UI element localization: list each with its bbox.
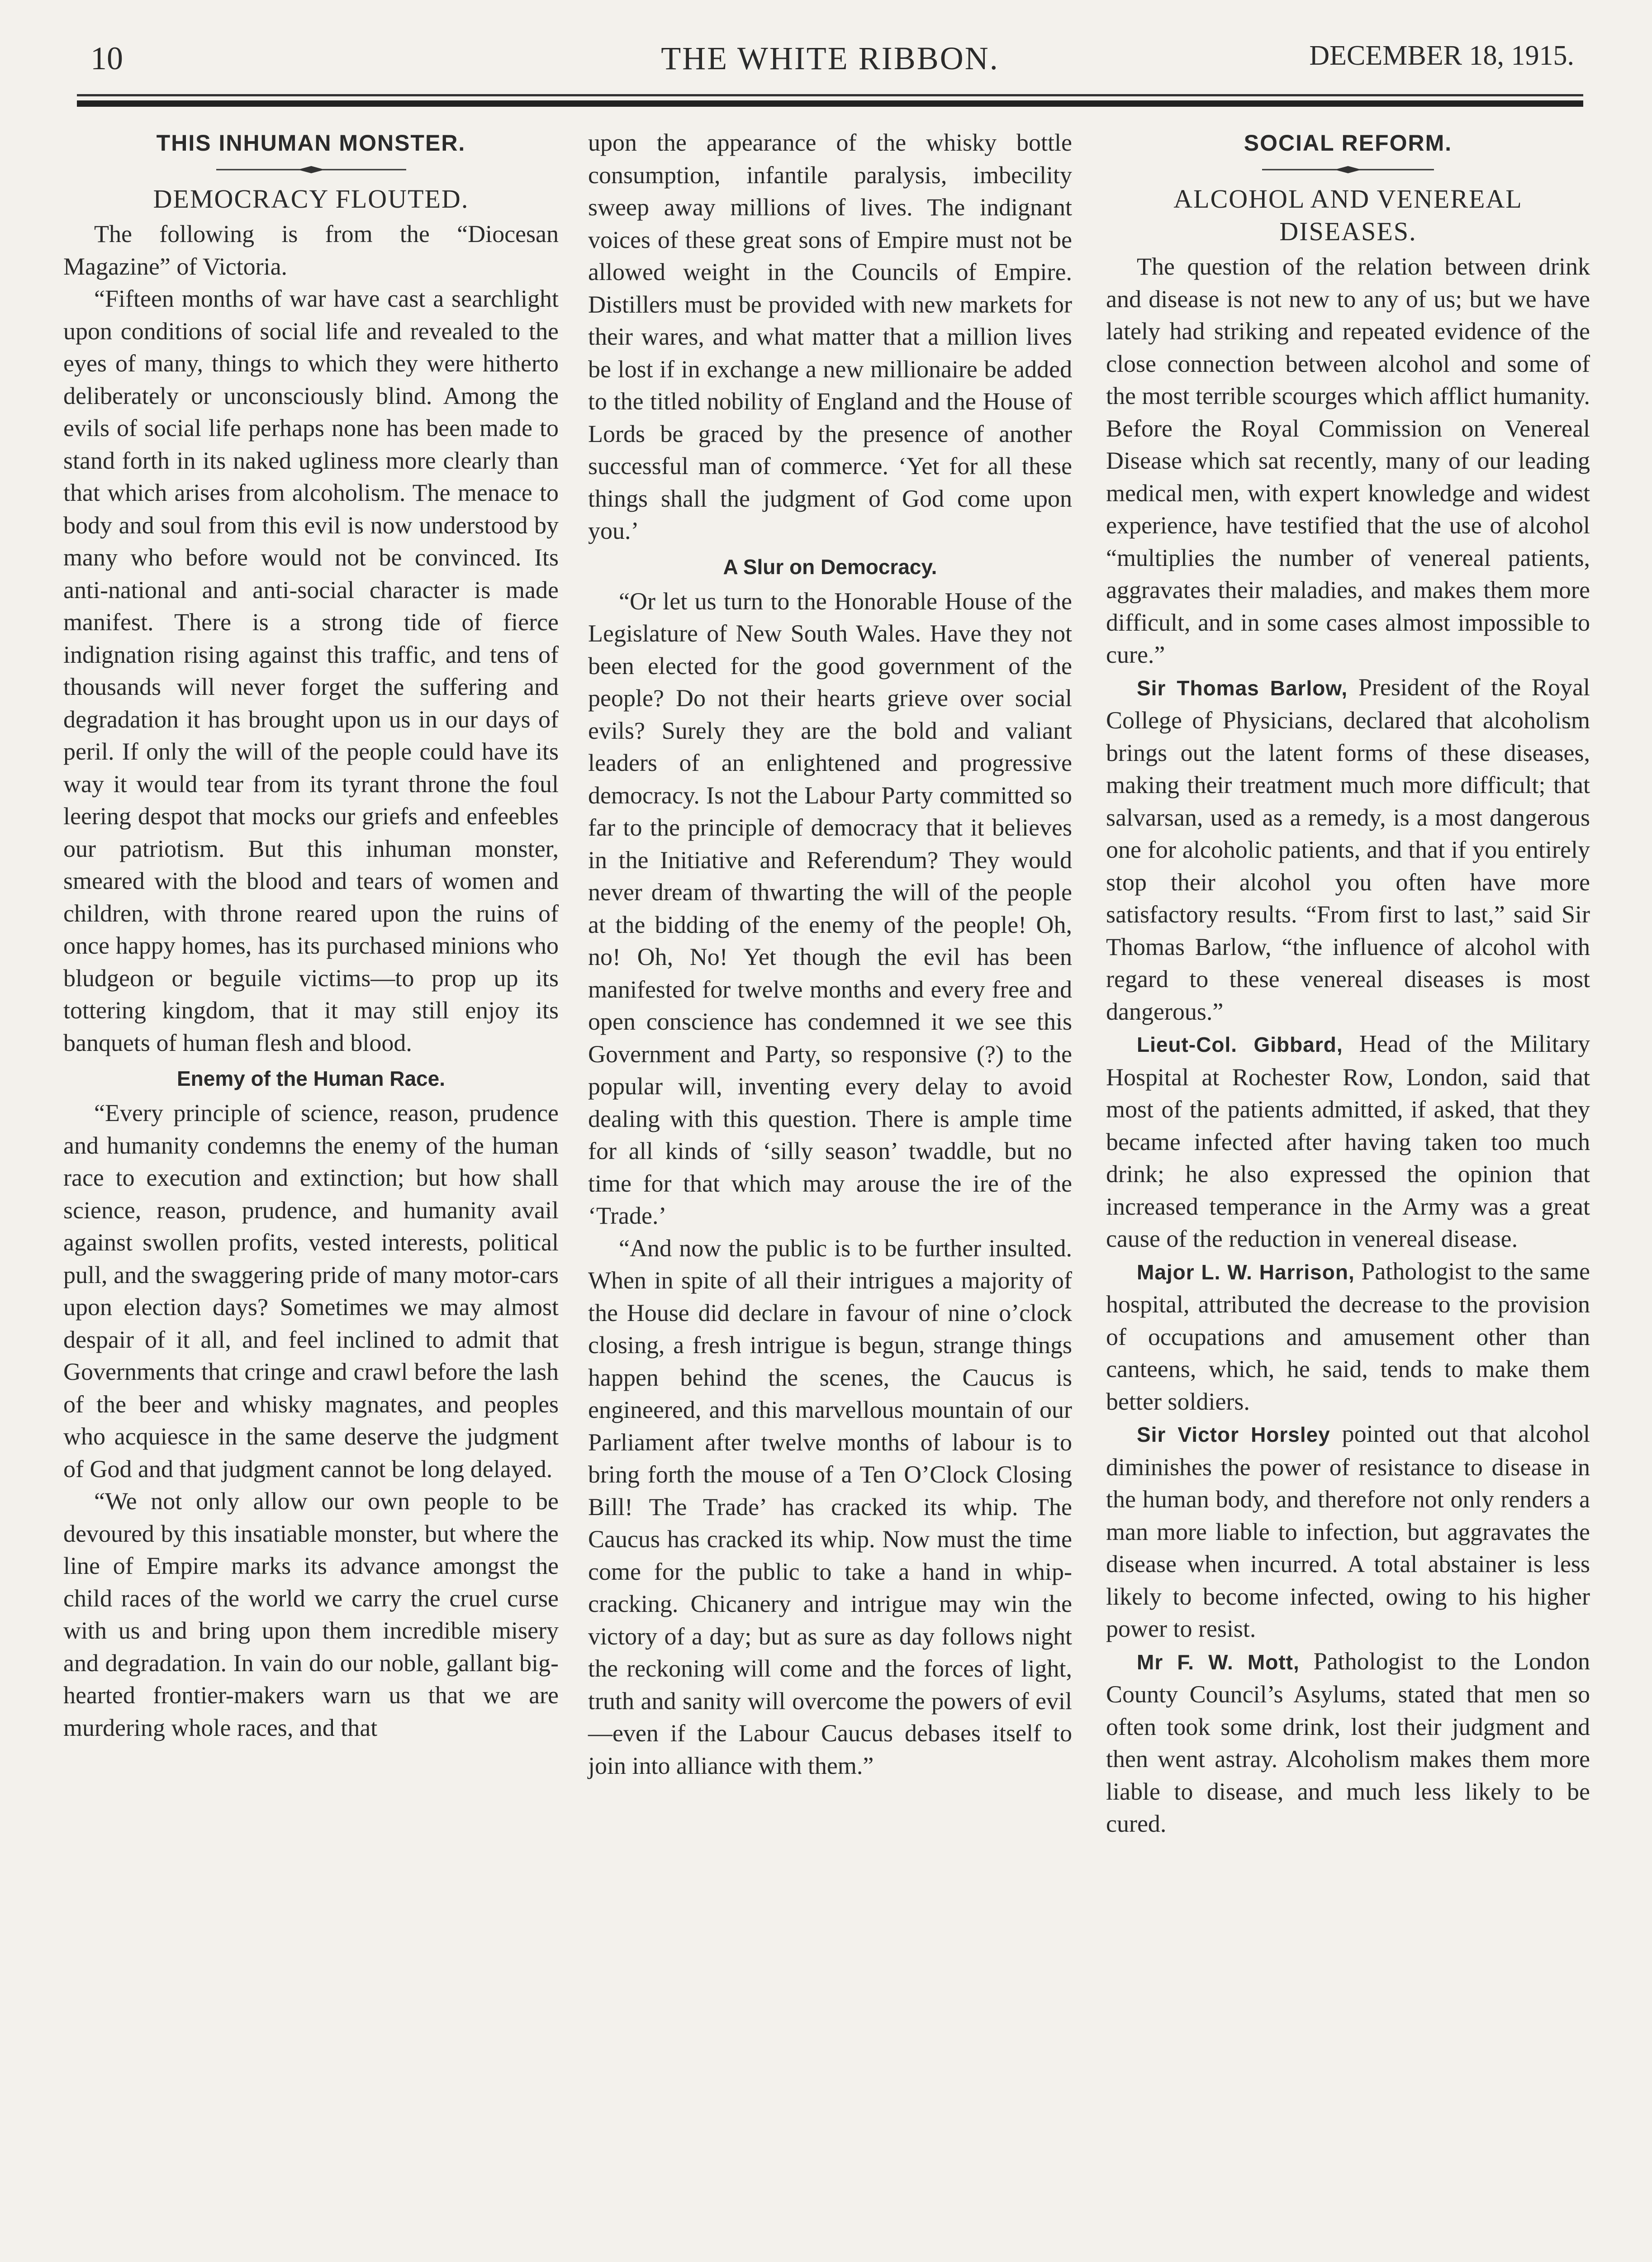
- paragraph-text: Pathologist to the same hospital, attributed the decrease to the provision of occupations and amusement other than canteens, which, he said, tends to make them better soldiers.: [1106, 1257, 1590, 1415]
- issue-date: DECEMBER 18, 1915.: [1309, 40, 1574, 71]
- paragraph: [1106, 671, 1590, 1028]
- publication-title: THE WHITE RIBBON.: [661, 40, 999, 76]
- masthead-thin-rule: [77, 94, 1583, 96]
- article-heading-inhuman-monster: THIS INHUMAN MONSTER.: [156, 130, 466, 156]
- masthead: [77, 0, 1583, 118]
- article-subheading-democracy-flouted: DEMOCRACY FLOUTED.: [153, 184, 469, 214]
- paragraph-text: Pathologist to the London County Council’s Asylums, stated that men so often took some drink, lost their judgment and then went astray. Alcoholism makes them more liable to disease, and much less likely to be cured.: [1106, 1647, 1590, 1837]
- paragraph-text: pointed out that alcohol diminishes the power of resistance to disease in the human body, and therefore not only renders a man more liable to infection, but aggravates the disease when incurred. A total abstainer is less likely to become infected, owing to his higher power to resist.: [1106, 1420, 1590, 1642]
- paragraph: [1106, 1418, 1590, 1645]
- person-name: Sir Victor Horsley: [1137, 1423, 1330, 1446]
- paragraph: [1106, 1645, 1590, 1840]
- person-name: Lieut-Col. Gibbard,: [1137, 1033, 1343, 1056]
- paragraph: The question of the relation between drink and disease is not new to any of us; but we have lately had striking and repeated evidence of the close connection between alcohol and some of the most terrible scourges which afflict humanity. Before the Royal Commission on Venereal Disease which sat recently, many of our leading medical men, with expert knowledge and widest experience, have testified that the use of alcohol “multiplies the number of venereal patients, aggravates their maladies, and makes them more difficult, and in some cases almost impossible to cure.”: [1106, 253, 1590, 668]
- paragraph-text: President of the Royal College of Physicians, declared that alcoholism brings out the latent forms of these diseases, making their treatment much more difficult; that salvarsan, used as a remedy, is a most dangerous one for alcoholic patients, and that if you entirely stop their alcohol you often have more satisfactory results. “From first to last,” said Sir Thomas Barlow, “the influence of alcohol with regard to these venereal diseases is most dangerous.”: [1106, 673, 1590, 1025]
- person-name: Mr F. W. Mott,: [1137, 1650, 1300, 1674]
- article-subheading-alcohol-venereal: ALCOHOL AND VENEREAL DISEASES.: [1173, 184, 1523, 246]
- column-2: [588, 127, 1072, 1782]
- section-heading-slur-on-democracy: A Slur on Democracy.: [723, 555, 937, 579]
- paragraph: “Or let us turn to the Honorable House of the Legislature of New South Wales. Have they not been elected for the good government of the people? Do not their hearts grieve over social evils? Surely they are the bold and valiant leaders of an enlightened and progressive democracy. Is not the Labour Party committed so far to the principle of democracy that it believes in the Initiative and Referendum? They would never dream of thwarting the will of the people at the bidding of the enemy of the people! Oh, no! Oh, No! Yet though the evil has been manifested for twelve months and every free and open conscience has condemned it we see this Government and Party, so responsive (?) to the popular will, inventing every delay to avoid dealing with this question. There is ample time for all kinds of ‘silly season’ twaddle, but no time for that which may arouse the ire of the ‘Trade.’: [588, 587, 1072, 1229]
- divider-ornament: [1262, 163, 1434, 176]
- page-number: 10: [90, 40, 123, 76]
- paragraph: [1106, 1028, 1590, 1255]
- paragraph: “And now the public is to be further insulted. When in spite of all their intrigues a majority of the House did declare in favour of nine o’clock closing, a fresh intrigue is begun, strange things happen behind the scenes, the Caucus is engineered, and this marvellous mountain of our Parliament after twelve months of labour is to bring forth the mouse of a Ten O’Clock Closing Bill! The Trade’ has cracked its whip. The Caucus has cracked its whip. Now must the time come for the public to take a hand in whip-cracking. Chicanery and intrigue may win the victory of a day; but as sure as day follows night the reckoning will come and the forces of light, truth and sanity will overcome the powers of evil—even if the Labour Caucus debases itself to join into alliance with them.”: [588, 1234, 1072, 1779]
- paragraph: [1106, 1255, 1590, 1418]
- paragraph-text: Head of the Military Hospital at Rochester Row, London, said that most of the patients admitted, if asked, that they became infected after having taken too much drink; he also expressed the opinion that increased temperance in the Army was a great cause of the reduction in venereal disease.: [1106, 1030, 1590, 1252]
- paragraph: “We not only allow our own people to be devoured by this insatiable monster, but where the line of Empire marks its advance amongst the child races of the world we carry the cruel curse with us and bring upon them incredible misery and degradation. In vain do our noble, gallant big-hearted frontier-makers warn us that we are murdering whole races, and that: [63, 1487, 559, 1741]
- paragraph: “Every principle of science, reason, prudence and humanity condemns the enemy of the human race to execution and extinction; but how shall science, reason, prudence, and humanity avail against swollen profits, vested interests, political pull, and the swaggering pride of many motor-cars upon election days? Sometimes we may almost despair of it all, and feel inclined to admit that Governments that cringe and crawl before the lash of the beer and whisky magnates, and peoples who acquiesce in the same deserve the judgment of God and that judgment cannot be long delayed.: [63, 1099, 559, 1483]
- divider-ornament: [216, 163, 406, 176]
- masthead-thick-rule: [77, 100, 1583, 107]
- column-1: [63, 127, 559, 1744]
- paragraph: “Fifteen months of war have cast a searchlight upon conditions of social life and revealed to the eyes of many, things to which they were hitherto deliberately or unconsciously blind. Among the evils of social life perhaps none has been made to stand forth in its naked ugliness more clearly than that which arises from alcoholism. The menace to body and soul from this evil is now understood by many who before would not be convinced. Its anti-national and anti-social character is made manifest. There is a strong tide of fierce indignation rising against this traffic, and tens of thousands will never forget the suffering and degradation it has brought upon us in our days of peril. If only the will of the people could have its way it would tear from its tyrant throne the foul leering despot that mocks our griefs and enfeebles our patriotism. But this inhuman monster, smeared with the blood and tears of women and children, with throne reared upon the ruins of once happy homes, has its purchased minions who bludgeon or beguile victims—to prop up its tottering kingdom, that it may still enjoy its banquets of human flesh and blood.: [63, 285, 559, 1056]
- column-3: [1106, 127, 1590, 1840]
- paragraph: The following is from the “Diocesan Magazine” of Victoria.: [63, 220, 559, 280]
- person-name: Sir Thomas Barlow,: [1137, 676, 1348, 700]
- person-name: Major L. W. Harrison,: [1137, 1260, 1355, 1284]
- paragraph: upon the appearance of the whisky bottle consumption, infantile paralysis, imbecility sweep away millions of lives. The indignant voices of these great sons of Empire must not be allowed weight in the Councils of Empire. Distillers must be provided with new markets for their wares, and what matter that a million lives be lost if in exchange a new millionaire be added to the titled nobility of England and the House of Lords be graced by the presence of another successful man of commerce. ‘Yet for all these things shall the judgment of God come upon you.’: [588, 129, 1072, 544]
- article-heading-social-reform: SOCIAL REFORM.: [1244, 130, 1453, 156]
- section-heading-enemy-human-race: Enemy of the Human Race.: [176, 1067, 446, 1090]
